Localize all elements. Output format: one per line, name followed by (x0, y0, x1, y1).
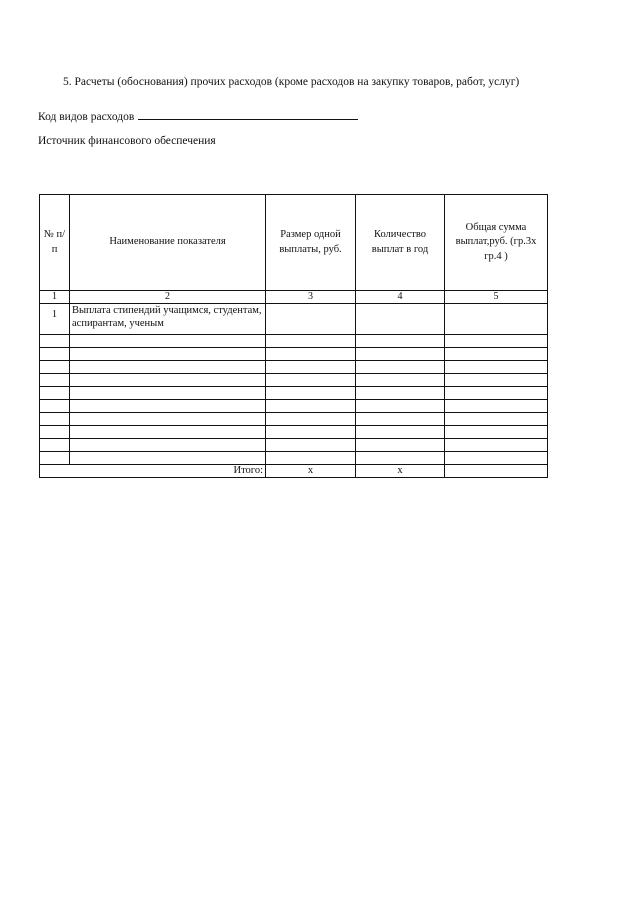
empty-table-row (40, 348, 548, 361)
header-total-sum: Общая сумма выплат,руб. (гр.3х гр.4 ) (445, 195, 548, 291)
empty-cell[interactable] (266, 387, 356, 400)
total-amount-cell: x (266, 465, 356, 478)
total-label: Итого: (40, 465, 266, 478)
total-count-cell: x (356, 465, 445, 478)
empty-cell[interactable] (445, 361, 548, 374)
empty-cell[interactable] (40, 335, 70, 348)
empty-cell[interactable] (266, 439, 356, 452)
empty-cell[interactable] (266, 348, 356, 361)
expense-code-line (38, 108, 358, 123)
header-payment-amount: Размер одной выплаты, руб. (266, 195, 356, 291)
header-payments-count: Количество выплат в год (356, 195, 445, 291)
row-count-cell[interactable] (356, 304, 445, 335)
empty-cell[interactable] (70, 452, 266, 465)
empty-cell[interactable] (40, 452, 70, 465)
empty-cell[interactable] (266, 361, 356, 374)
empty-table-row (40, 335, 548, 348)
row-amount-cell[interactable] (266, 304, 356, 335)
expense-code-field[interactable] (138, 108, 358, 120)
empty-table-row (40, 387, 548, 400)
total-row (40, 465, 548, 478)
empty-cell[interactable] (356, 426, 445, 439)
empty-table-row (40, 439, 548, 452)
empty-cell[interactable] (356, 400, 445, 413)
empty-cell[interactable] (40, 361, 70, 374)
empty-cell[interactable] (356, 374, 445, 387)
empty-cell[interactable] (70, 374, 266, 387)
row-total-cell[interactable] (445, 304, 548, 335)
section-heading: 5. Расчеты (обоснования) прочих расходов (кроме расходов на закупку товаров, работ, услуг) (63, 76, 520, 88)
empty-cell[interactable] (40, 439, 70, 452)
header-num: № п/п (40, 195, 70, 291)
empty-table-row (40, 452, 548, 465)
empty-cell[interactable] (445, 348, 548, 361)
empty-table-row (40, 374, 548, 387)
row-name-cell: Выплата стипендий учащимся, студентам, аспирантам, ученым (70, 304, 266, 335)
empty-cell[interactable] (40, 400, 70, 413)
empty-cell[interactable] (445, 335, 548, 348)
expense-code-label: Код видов расходов (38, 111, 135, 123)
empty-cell[interactable] (266, 426, 356, 439)
column-number: 3 (266, 291, 356, 304)
column-number: 1 (40, 291, 70, 304)
empty-cell[interactable] (70, 413, 266, 426)
header-indicator-name: Наименование показателя (70, 195, 266, 291)
empty-cell[interactable] (266, 335, 356, 348)
empty-cell[interactable] (70, 400, 266, 413)
empty-cell[interactable] (356, 348, 445, 361)
empty-cell[interactable] (445, 426, 548, 439)
column-number: 5 (445, 291, 548, 304)
empty-cell[interactable] (70, 387, 266, 400)
empty-cell[interactable] (70, 361, 266, 374)
empty-cell[interactable] (356, 387, 445, 400)
empty-cell[interactable] (40, 387, 70, 400)
empty-cell[interactable] (356, 335, 445, 348)
empty-cell[interactable] (266, 374, 356, 387)
empty-cell[interactable] (445, 439, 548, 452)
empty-cell[interactable] (356, 452, 445, 465)
empty-cell[interactable] (445, 452, 548, 465)
column-number-row (40, 291, 548, 304)
empty-cell[interactable] (266, 400, 356, 413)
empty-cell[interactable] (70, 348, 266, 361)
column-number: 2 (70, 291, 266, 304)
empty-cell[interactable] (445, 413, 548, 426)
funding-source-label: Источник финансового обеспечения (38, 135, 216, 147)
empty-cell[interactable] (356, 413, 445, 426)
empty-cell[interactable] (445, 400, 548, 413)
empty-cell[interactable] (70, 426, 266, 439)
empty-cell[interactable] (266, 452, 356, 465)
total-sum-cell[interactable] (445, 465, 548, 478)
table-row (40, 304, 548, 335)
column-number: 4 (356, 291, 445, 304)
table-header-row (40, 195, 548, 291)
empty-cell[interactable] (70, 335, 266, 348)
empty-cell[interactable] (70, 439, 266, 452)
empty-cell[interactable] (40, 348, 70, 361)
empty-cell[interactable] (40, 426, 70, 439)
empty-cell[interactable] (445, 374, 548, 387)
empty-cell[interactable] (356, 439, 445, 452)
other-expenses-table (39, 194, 548, 478)
empty-cell[interactable] (40, 413, 70, 426)
empty-table-row (40, 361, 548, 374)
empty-table-row (40, 426, 548, 439)
empty-table-row (40, 413, 548, 426)
empty-cell[interactable] (40, 374, 70, 387)
empty-table-row (40, 400, 548, 413)
empty-cell[interactable] (445, 387, 548, 400)
row-num-cell: 1 (40, 304, 70, 335)
empty-cell[interactable] (356, 361, 445, 374)
empty-cell[interactable] (266, 413, 356, 426)
